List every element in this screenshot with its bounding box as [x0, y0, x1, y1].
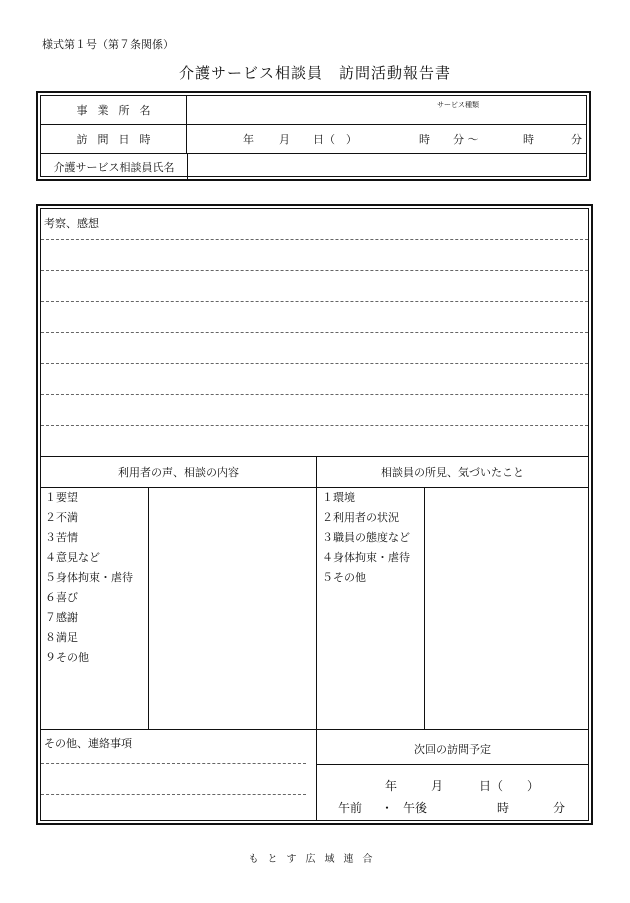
section-divider	[41, 456, 588, 457]
next-visit-heading: 次回の訪問予定	[414, 743, 491, 756]
column-divider	[316, 456, 317, 820]
list-item: ９その他	[45, 651, 89, 664]
list-item: ３職員の態度など	[322, 531, 410, 544]
next-visit-year: 年	[385, 779, 398, 793]
next-visit-minute: 分	[553, 801, 566, 815]
counselor-findings-list	[322, 488, 410, 588]
writing-line	[41, 301, 588, 302]
next-visit-month: 月	[431, 779, 444, 793]
footer-organization: もとす広域連合	[248, 854, 382, 865]
counselor-row	[41, 154, 586, 180]
visit-minute-to: 分	[571, 133, 582, 146]
writing-line	[41, 239, 588, 240]
visit-month: 月	[279, 133, 290, 146]
list-item: ７感謝	[45, 611, 78, 624]
list-item: ２利用者の状況	[322, 511, 399, 524]
list-item: ４身体拘束・虐待	[322, 551, 410, 564]
next-visit-pm: 午後	[403, 801, 428, 815]
office-row	[41, 96, 586, 125]
writing-line	[41, 763, 306, 764]
list-item: ５身体拘束・虐待	[45, 571, 133, 584]
writing-line	[41, 270, 588, 271]
header-table	[36, 91, 591, 181]
counselor-name-label: 介護サービス相談員氏名	[41, 154, 188, 180]
list-item: １要望	[45, 491, 78, 504]
writing-line	[41, 794, 306, 795]
list-item: ３苦情	[45, 531, 78, 544]
list-item: ８満足	[45, 631, 78, 644]
visit-hour-from: 時	[419, 133, 430, 146]
next-visit-day: 日（ ）	[479, 779, 540, 793]
user-voice-list	[45, 488, 133, 668]
list-item: ２不満	[45, 511, 78, 524]
list-item: １環境	[322, 491, 355, 504]
office-label: 事業所名	[41, 96, 187, 124]
next-visit-separator: ・	[381, 801, 394, 815]
list-divider	[424, 487, 425, 729]
list-item: ６喜び	[45, 591, 78, 604]
list-divider	[148, 487, 149, 729]
list-item: ５その他	[322, 571, 366, 584]
list-item: ４意見など	[45, 551, 100, 564]
observations-label: 考察、感想	[44, 217, 99, 230]
section-divider	[41, 729, 588, 730]
form-number: 様式第１号（第７条関係）	[42, 38, 174, 51]
service-type-label: サービス種類	[437, 101, 479, 109]
visit-day: 日（ ）	[313, 133, 357, 146]
page-title: 介護サービス相談員 訪問活動報告書	[178, 64, 451, 82]
visit-datetime-label: 訪問日時	[41, 125, 187, 153]
counselor-findings-heading: 相談員の所見、気づいたこと	[381, 466, 524, 479]
writing-line	[41, 425, 588, 426]
visit-year: 年	[243, 133, 254, 146]
visit-row	[41, 125, 586, 154]
next-visit-hour: 時	[497, 801, 510, 815]
writing-line	[41, 394, 588, 395]
other-notes-label: その他、連絡事項	[44, 737, 132, 750]
report-body	[36, 204, 593, 825]
heading-divider	[317, 764, 588, 765]
writing-line	[41, 332, 588, 333]
visit-minute-from: 分 ～	[453, 133, 479, 146]
user-voice-heading: 利用者の声、相談の内容	[118, 466, 239, 479]
visit-hour-to: 時	[523, 133, 534, 146]
next-visit-am: 午前	[338, 801, 363, 815]
writing-line	[41, 363, 588, 364]
